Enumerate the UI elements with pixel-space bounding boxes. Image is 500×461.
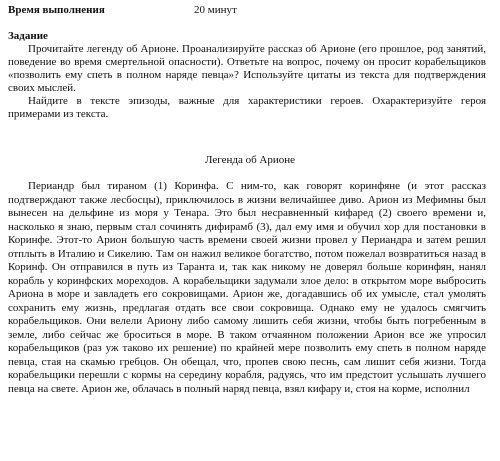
legend-paragraph: Периандр был тираном (1) Коринфа. С ним-то, как говорят коринфяне (и этот рассказ подтверждают также лесбосцы), приключилось в жизни величайшее диво. Арион из Мефимны был вынесен на дельфине из моря у Тенара. Это был несравненный кифаред (2) своего времени и, насколько я знаю, первым стал сочинять дифирамб (3), дал ему имя и обучил хор для постановки в Коринфе. Этот-то Арион большую часть времени своей жизни провел у Периандра и затем решил отплыть в Италию и Сикелию. Там он нажил великое богатство, потом пожелал возвратиться назад в Коринф. Он отправился в путь из Таранта и, так как никому не доверял больше коринфян, нанял корабль у коринфских мореходов. А корабельщики задумали злое дело: в открытом море выбросить Ариона в море и завладеть его сокровищами. Арион же, догадавшись об их умысле, стал умолять сохранить ему жизнь, предлагая отдать все свои сокровища. Однако ему не удалось смягчить корабельщиков. Они велели Ариону либо самому лишить себя жизни, чтобы быть погребенным в земле, либо сейчас же броситься в море. В таком отчаянном положении Арион все же упросил корабельщиков (раз уж таково их решение) по крайней мере позволить ему спеть в полном наряде певца, стая на скамью гребцов. Он обещал, что, пропев свою песнь, сам лишит себя жизни. Тогда корабельщики перешли с кормы на середину корабля, радуясь, что им предстоит услышать лучшего певца на свете. Арион же, облачась в полный наряд певца, взял кифару и, стоя на корме, исполнил (8, 180, 486, 395)
legend-title: Легенда об Арионе (204, 154, 296, 166)
task-paragraph-1: Прочитайте легенду об Арионе. Проанализируйте рассказ об Арионе (его прошлое, род занятий, поведение во время смертельной опасности). Ответьте на вопрос, почему он просит корабельщиков «позволить ему спеть в полном наряде певца»? Используйте цитаты из текста для подтверждения своих мыслей. (8, 43, 486, 94)
task-heading: Задание (8, 30, 48, 42)
legend-text (8, 180, 486, 396)
time-row (8, 3, 488, 17)
time-value: 20 минут (194, 4, 237, 16)
task-instructions (8, 43, 486, 121)
time-label: Время выполнения (8, 4, 105, 16)
task-paragraph-2: Найдите в тексте эпизоды, важные для характеристики героев. Охарактеризуйте героя примерами из текста. (8, 95, 486, 120)
